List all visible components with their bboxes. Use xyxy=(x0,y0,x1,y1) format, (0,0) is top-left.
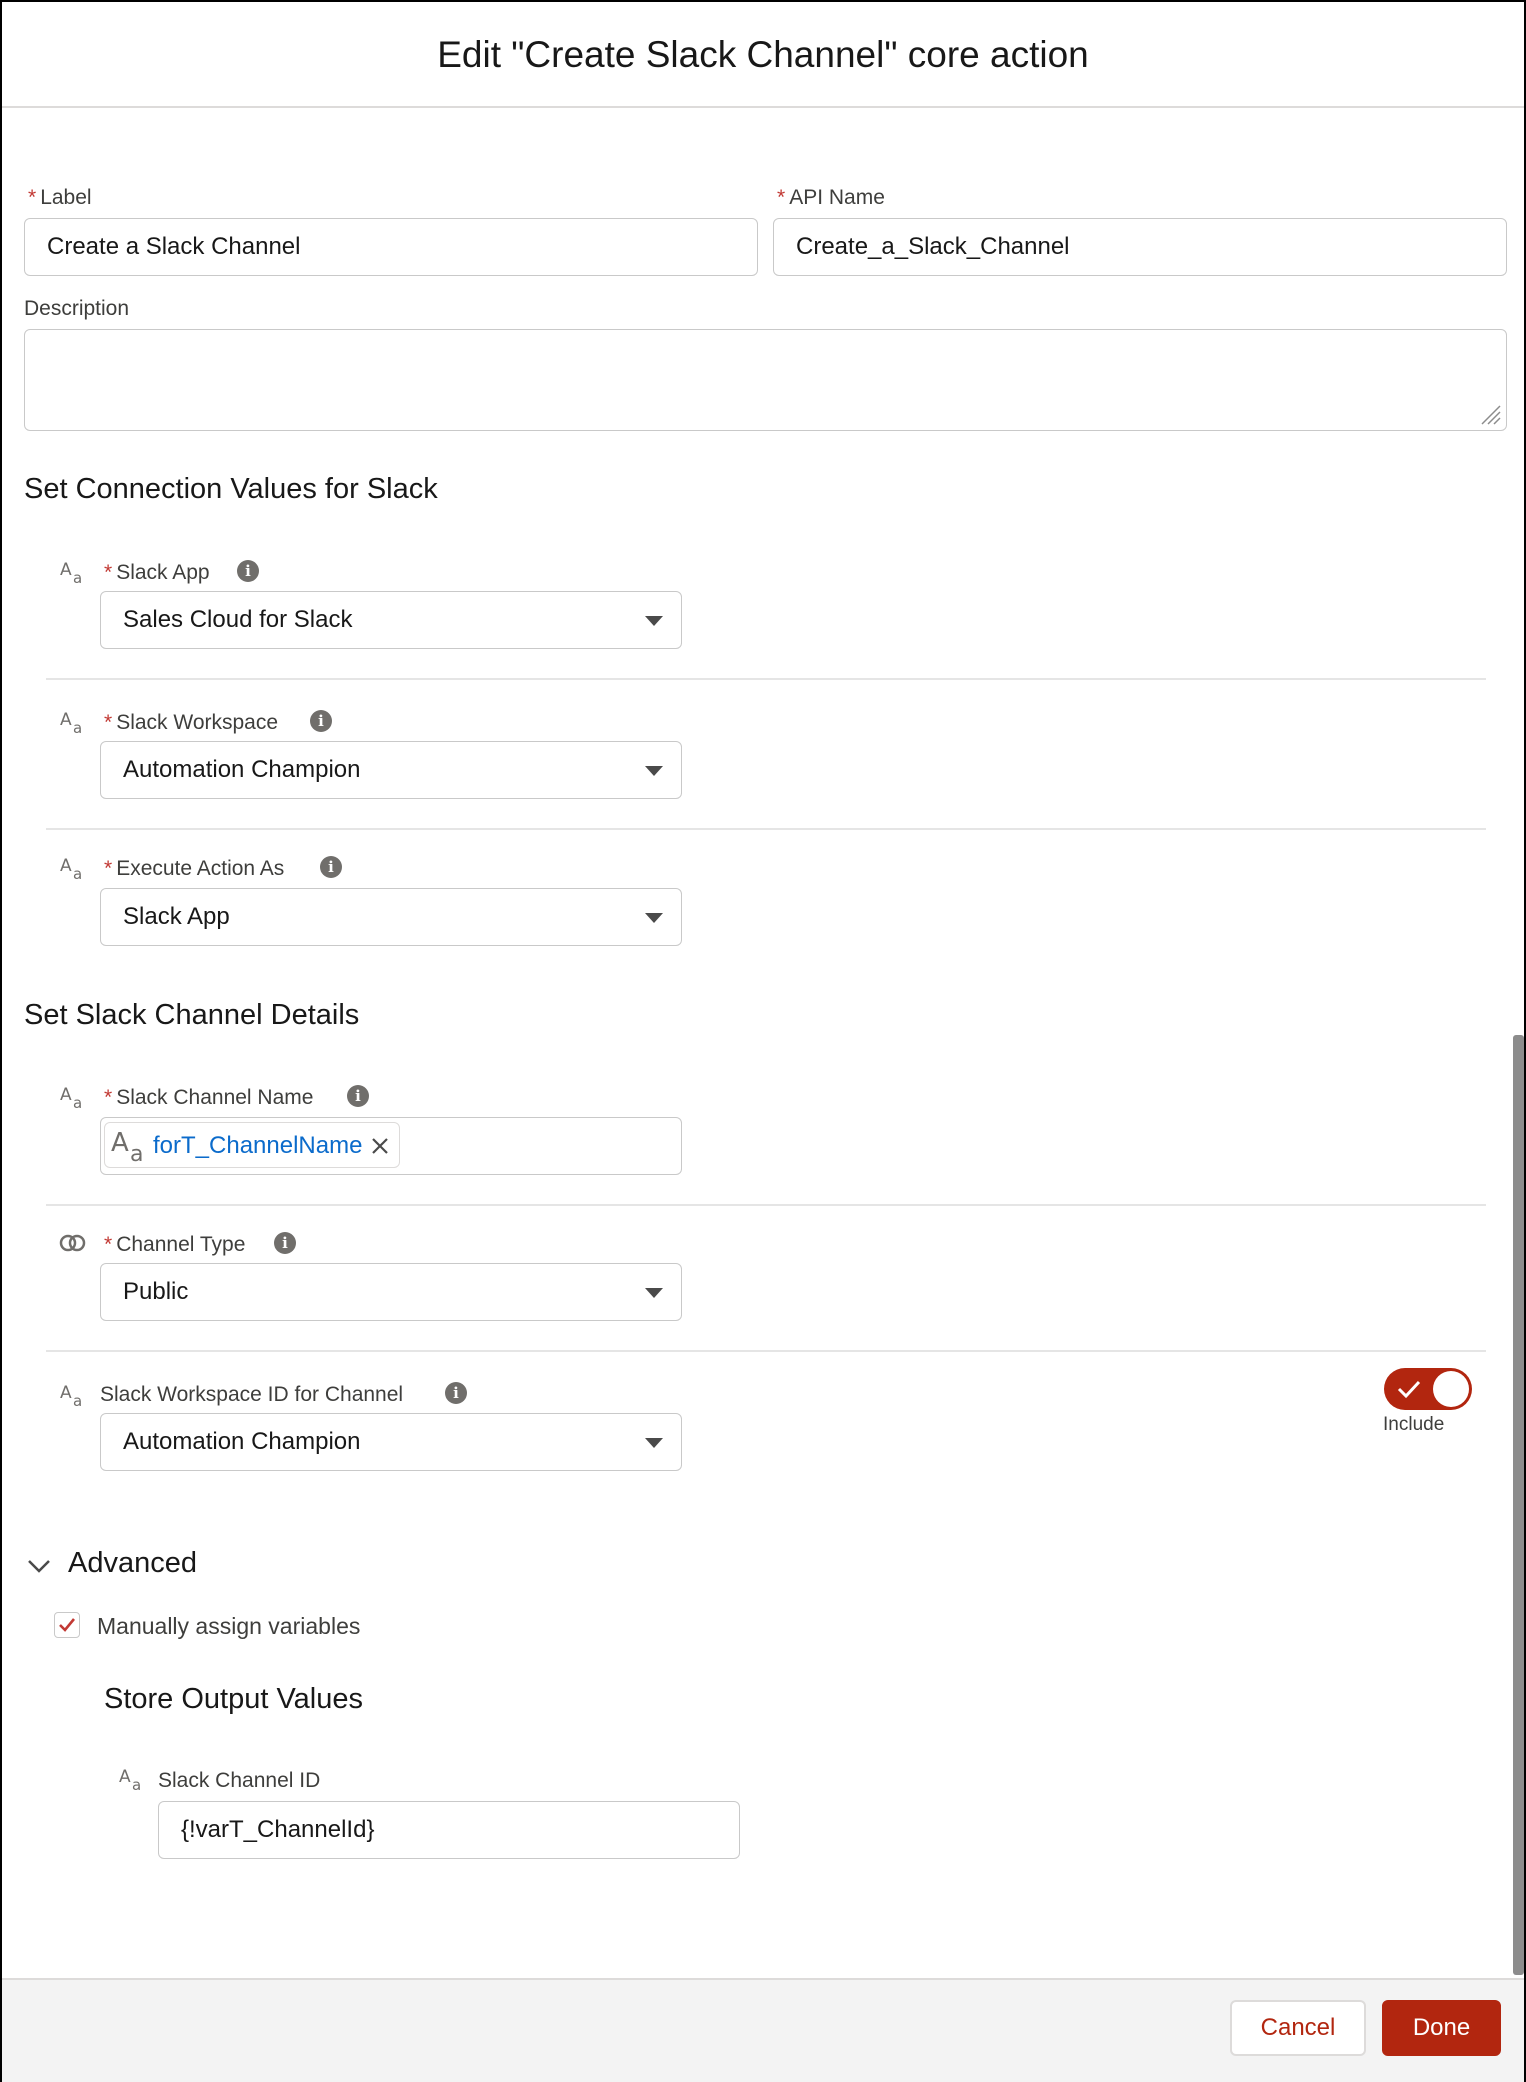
info-icon[interactable]: i xyxy=(320,856,342,878)
dialog-title: Edit "Create Slack Channel" core action xyxy=(437,34,1089,75)
manual-assign-checkbox[interactable] xyxy=(54,1612,80,1638)
toggle-knob xyxy=(1433,1371,1469,1407)
close-icon[interactable] xyxy=(371,1137,389,1155)
include-toggle-label: Include xyxy=(1383,1414,1445,1435)
channel-type-select[interactable] xyxy=(100,1263,682,1321)
chevron-down-icon xyxy=(645,766,663,776)
execute-action-as-label: * Execute Action As xyxy=(104,857,285,880)
slack-app-value: Sales Cloud for Slack xyxy=(123,606,353,633)
execute-action-as-select[interactable] xyxy=(100,888,682,946)
svg-text:A: A xyxy=(60,1085,72,1105)
svg-text:a: a xyxy=(132,1776,142,1792)
check-icon xyxy=(58,1616,76,1634)
slack-channel-id-input[interactable]: {!varT_ChannelId} xyxy=(158,1801,740,1859)
text-type-icon xyxy=(60,709,88,735)
info-icon[interactable]: i xyxy=(237,560,259,582)
slack-channel-id-label: Slack Channel ID xyxy=(158,1769,321,1792)
text-type-icon xyxy=(60,1084,88,1110)
slack-workspace-label: * Slack Workspace xyxy=(104,711,279,734)
text-type-icon xyxy=(111,1129,147,1163)
slack-app-select[interactable] xyxy=(100,591,682,649)
info-icon[interactable]: i xyxy=(347,1085,369,1107)
svg-text:a: a xyxy=(73,719,83,735)
svg-text:a: a xyxy=(130,1142,144,1163)
slack-workspace-select[interactable] xyxy=(100,741,682,799)
info-icon[interactable]: i xyxy=(274,1232,296,1254)
done-button[interactable]: Done xyxy=(1382,2000,1501,2056)
text-type-icon xyxy=(60,1382,88,1408)
variable-pill-label: forT_ChannelName xyxy=(153,1132,363,1159)
svg-text:A: A xyxy=(111,1129,129,1158)
chevron-down-icon xyxy=(645,1288,663,1298)
info-icon[interactable]: i xyxy=(445,1382,467,1404)
info-icon[interactable]: i xyxy=(310,710,332,732)
svg-text:A: A xyxy=(60,856,72,876)
store-output-title: Store Output Values xyxy=(104,1683,364,1715)
api-name-input[interactable]: Create_a_Slack_Channel xyxy=(773,218,1507,276)
svg-text:a: a xyxy=(73,1392,83,1408)
variable-pill[interactable] xyxy=(104,1122,400,1168)
slack-channel-name-label: * Slack Channel Name xyxy=(104,1086,314,1109)
svg-text:a: a xyxy=(73,865,83,881)
workspace-id-select[interactable] xyxy=(100,1413,682,1471)
svg-text:A: A xyxy=(119,1767,131,1787)
chevron-down-icon xyxy=(645,1438,663,1448)
text-type-icon xyxy=(60,559,88,585)
svg-text:a: a xyxy=(73,1094,83,1110)
divider xyxy=(46,1204,1486,1206)
cancel-button[interactable]: Cancel xyxy=(1230,2000,1366,2056)
svg-text:a: a xyxy=(73,569,83,585)
svg-text:A: A xyxy=(60,710,72,730)
description-textarea[interactable] xyxy=(24,329,1507,431)
divider xyxy=(46,828,1486,830)
execute-action-as-value: Slack App xyxy=(123,903,230,930)
description-field-label: Description xyxy=(24,297,130,320)
text-type-icon xyxy=(60,855,88,881)
chevron-down-icon[interactable] xyxy=(26,1556,52,1576)
slack-app-label: * Slack App xyxy=(104,561,210,584)
workspace-id-value: Automation Champion xyxy=(123,1428,361,1455)
workspace-id-label: Slack Workspace ID for Channel xyxy=(100,1383,404,1406)
text-type-icon xyxy=(119,1766,147,1792)
divider xyxy=(46,678,1486,680)
svg-text:A: A xyxy=(60,560,72,580)
advanced-section-toggle[interactable]: Advanced xyxy=(68,1547,197,1579)
scrollbar[interactable] xyxy=(1513,1035,1524,1975)
manual-assign-label: Manually assign variables xyxy=(97,1613,361,1639)
connection-section-title: Set Connection Values for Slack xyxy=(24,473,438,505)
slack-workspace-value: Automation Champion xyxy=(123,756,361,783)
label-field-label: * Label xyxy=(28,186,92,209)
chevron-down-icon xyxy=(645,913,663,923)
svg-text:A: A xyxy=(60,1383,72,1403)
channel-type-value: Public xyxy=(123,1278,189,1305)
picklist-type-icon xyxy=(58,1233,88,1253)
resize-handle-icon[interactable] xyxy=(1480,404,1502,426)
include-toggle[interactable] xyxy=(1384,1368,1472,1410)
channel-type-label: * Channel Type xyxy=(104,1233,246,1256)
dialog-header xyxy=(2,2,1524,108)
channel-section-title: Set Slack Channel Details xyxy=(24,999,360,1031)
chevron-down-icon xyxy=(645,616,663,626)
api-name-field-label: * API Name xyxy=(777,186,885,209)
label-input[interactable]: Create a Slack Channel xyxy=(24,218,758,276)
check-icon xyxy=(1396,1378,1422,1400)
divider xyxy=(46,1350,1486,1352)
